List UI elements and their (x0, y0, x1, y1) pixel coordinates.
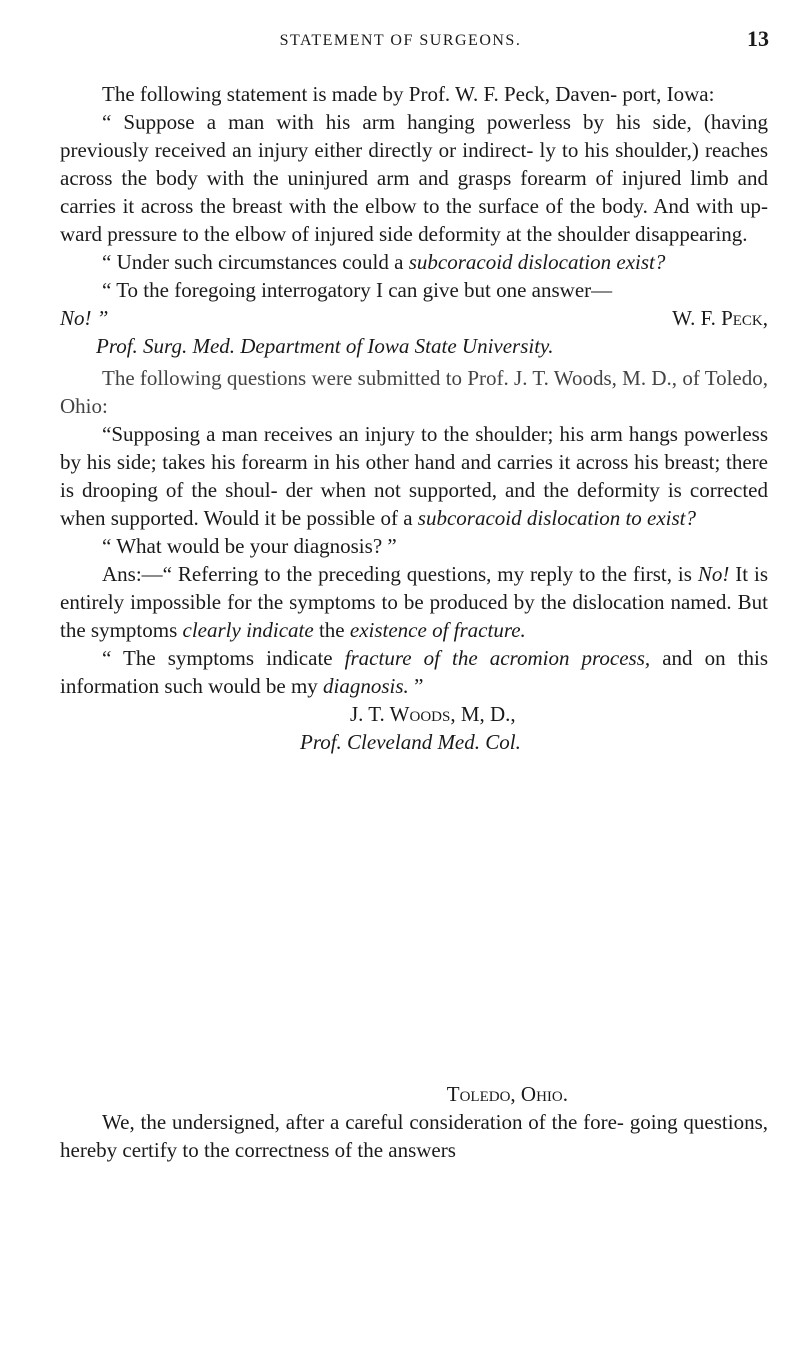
woods-signature: J. T. Woods, M, D., (350, 702, 516, 726)
peck-paragraph-2-emphasis: subcoracoid dislocation exist? (408, 250, 666, 274)
peck-paragraph-3: “ To the foregoing interrogatory I can give but one answer— (102, 278, 613, 302)
woods-question-text: “Supposing a man receives an injury to the shoulder; his arm hangs powerless by his side; takes his forearm in his other hand and carries it across his breast; there is drooping of the shoul- der when not supported, and the deformity is corrected when supported. Would it be possible of a (60, 422, 768, 530)
woods-answer-2-tail: ” (408, 674, 424, 698)
woods-answer-no: No! (697, 562, 730, 586)
woods-question-emphasis: subcoracoid dislocation to exist? (417, 506, 697, 530)
woods-answer (60, 560, 768, 644)
woods-answer-2-lead: “ The symptoms indicate (102, 646, 345, 670)
woods-answer-2 (60, 644, 768, 700)
woods-answer-2-mid: and on this information such would be my (60, 646, 768, 698)
peck-intro: The following statement is made by Prof. W. F. Peck, Daven- port, Iowa: (102, 82, 715, 106)
woods-question-2: “ What would be your diagnosis? ” (102, 534, 397, 558)
woods-intro: The following questions were submitted to Prof. J. T. Woods, M. D., of Toledo, Ohio: (60, 366, 768, 418)
woods-statement (60, 364, 768, 756)
woods-affiliation-text: Prof. Cleveland Med. Col. (300, 730, 521, 754)
woods-answer-fracture: existence of fracture. (349, 618, 526, 642)
woods-answer-mid-2: the (313, 618, 350, 642)
peck-affiliation (60, 332, 768, 360)
peck-answer (60, 304, 108, 332)
woods-answer-clearly: clearly indicate (182, 618, 314, 642)
peck-paragraph-1: “ Suppose a man with his arm hanging powerless by his side, (having previously received an injury either directly or indirect- ly to his shoulder,) reaches across the body with the uninjured arm and grasps forearm of injured limb and carries it across the breast with the elbow to the surface of the body. And with up- ward pressure to the elbow of injured side deformity at the shoulder disappearing. (60, 110, 768, 246)
page-header (0, 22, 801, 62)
certification-text: We, the undersigned, after a careful consideration of the fore- going questions, hereby certify to the correctness of the answers (60, 1110, 768, 1162)
running-head: STATEMENT OF SURGEONS. (279, 32, 522, 49)
woods-answer-2-diagnosis: diagnosis. (323, 674, 409, 698)
woods-question (60, 420, 768, 532)
certification-place: Toledo, Ohio. (446, 1082, 568, 1106)
peck-signature: W. F. Peck, (672, 306, 768, 330)
peck-paragraph-2 (60, 248, 768, 276)
peck-signature-row (60, 304, 768, 332)
page-number: 13 (747, 26, 769, 51)
woods-answer-2-acromion: fracture of the acromion process, (344, 646, 651, 670)
peck-statement (60, 80, 768, 360)
woods-answer-mid: It is entirely impossible for the symptoms to be produced by the dislocation named. But the symptoms (60, 562, 768, 642)
woods-answer-lead: Ans:—“ Referring to the preceding questions, my reply to the first, is (102, 562, 698, 586)
certification (60, 1080, 768, 1164)
peck-paragraph-2-text: “ Under such circumstances could a (102, 250, 409, 274)
peck-affiliation-text: Prof. Surg. Med. Department of Iowa State University. (96, 334, 554, 358)
peck-answer-text: No! ” (60, 306, 109, 330)
woods-affiliation (60, 728, 768, 756)
